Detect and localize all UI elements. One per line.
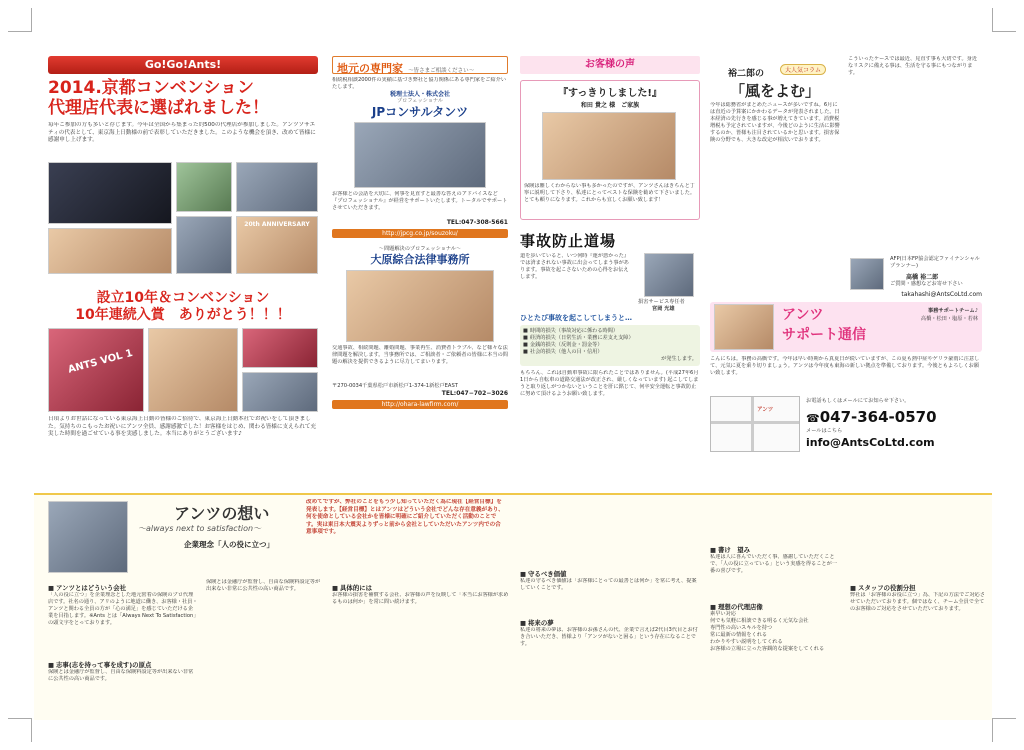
phone-icon: ☎ bbox=[806, 412, 820, 425]
column-body-2: こういったケースでは最近、見直す事も大切です。身近なリスクに備える事は、生活を守る事にもつながります。 bbox=[848, 56, 978, 76]
anniversary-label: 20th ANNIVERSARY bbox=[244, 221, 310, 228]
column-title-small: 裕二郎の bbox=[728, 69, 765, 79]
contact-email[interactable]: info@AntsCoLtd.com bbox=[806, 436, 935, 449]
firm1-url[interactable]: http://jpcg.co.jp/souzoku/ bbox=[332, 229, 508, 238]
author-photo bbox=[850, 258, 884, 290]
photo-miyaoka bbox=[644, 253, 694, 297]
author-name: 高橋 裕二郎 bbox=[906, 274, 939, 281]
contact-tel-number: 047-364-0570 bbox=[819, 408, 937, 426]
dojo-item: ■ 金銭的損失（反則金・罰金等） bbox=[523, 342, 697, 349]
s7-item: お客様の立場に立った客観的な提案をしてくれる bbox=[710, 646, 825, 652]
support-team: 事務サポートチーム♪ bbox=[928, 308, 978, 314]
afp-title: AFP(日本FP協会認定ファイナンシャルプランナー) bbox=[890, 256, 980, 269]
voice-name: 和田 貴之 様 ご家族 bbox=[580, 102, 640, 109]
crop-mark-br bbox=[992, 718, 1016, 742]
photo-support-team bbox=[714, 304, 774, 350]
firm2-tag: 〜問題解決のプロフェッショナル〜 bbox=[378, 246, 462, 252]
s5-title: ■ 将来の夢 bbox=[520, 618, 700, 627]
s1-title: ■ アンツとはどういう会社 bbox=[48, 583, 198, 592]
experts-subtitle: 〜皆さまご相談ください〜 bbox=[408, 68, 475, 74]
voice-header: お客様の声 bbox=[520, 56, 700, 74]
photo-wada-family bbox=[542, 112, 676, 180]
bottom-col-6 bbox=[850, 579, 986, 692]
bottom-col-4 bbox=[520, 565, 700, 677]
mail-label: メールはこちら bbox=[806, 428, 843, 434]
kyoto-body: 毎年ご参加の方も多いと存じます。今年は全国から集まった約500の代理店が参加しました。アンツソサエティの代表として、東京海上日動様の前で表彰していただきました。このような機会を頂き、改めて皆様に感謝申し上げます。 bbox=[48, 122, 316, 144]
column-tag: 大人気コラム bbox=[780, 64, 826, 75]
column-experts bbox=[332, 40, 508, 490]
dojo-item: ■ 時間的損失（事故対応に係わる時間） bbox=[523, 328, 697, 335]
experts-header bbox=[332, 56, 508, 74]
bottom-col-2 bbox=[206, 579, 324, 699]
contact-area bbox=[710, 396, 982, 458]
s7-item: わかりやすい説明をしてくれる bbox=[710, 639, 783, 645]
anniversary-body: 日頃よりお世話になっている東京海上日動の皆様のご招待で、東京海上日動本社でお祝いをして頂きました。気持ちのこもったお祝いにアンツ全員、感謝感激でした！お客様をはじめ、関わる皆様に支えられて充実した時間を過ごせている事を実感しました。本当にありがとうございます♪ bbox=[48, 416, 317, 438]
support-title-1: アンツ bbox=[782, 307, 824, 323]
s2-body-cont: 保険とは金融庁が監督し、自由な保険料設定等が出来ない非常に公共性の高い商品です。 bbox=[206, 579, 321, 592]
author-note: ご質問・感想などお寄せ下さい bbox=[890, 281, 963, 287]
dojo-person-name: 宮岡 光雄 bbox=[652, 306, 675, 312]
author-email[interactable]: takahashi@AntsCoLtd.com bbox=[901, 291, 982, 298]
philosophy-motto: 企業理念「人の役に立つ」 bbox=[184, 540, 274, 549]
firm2-body: 交通事故、相続問題、離婚問題、事業再生、消費者トラブル、など様々な法律問題を解決します。当事務所では、ご相談者・ご依頼者の皆様に本当の問題の解決を提供できるように尽力してまいります。 bbox=[332, 345, 508, 365]
s1-body: 「人の役に立つ」を企業理念とした地元密着の保険のプロ代理店です。社名の通り、アリのように地道に働き、お客様・社員・アンツと関わる全員の方が「心の満足」を感じていただける企業を目指します。※Ants とは「Always Next To Satisfaction」の頭文字をとっております。 bbox=[48, 592, 198, 626]
photo-stage bbox=[48, 162, 172, 224]
map-label: アンツ bbox=[757, 407, 774, 413]
voice-title: 『すっきりしました!』 bbox=[558, 88, 662, 99]
photo-hall bbox=[176, 216, 232, 274]
photo-ohara-law bbox=[346, 270, 494, 342]
gogoants-banner: Go!Go!Ants! bbox=[48, 56, 318, 74]
crop-mark-bl bbox=[8, 718, 32, 742]
s7-item: 何でも気軽に相談できる明るく元気な会社 bbox=[710, 618, 809, 624]
column-body: 今年は総務省がまとめたニュースが多いですね。6月には直近の予算案にかかわるデータが発表されました。日本経済の先行きを感じる事が増えてきています。消費税増税も予定されていますが、今後どのように生活に影響するのか、皆様も注目されているかと思います。損害保険の分野でも、大きな改定が相次いでおります。 bbox=[710, 102, 840, 143]
contact-tel[interactable] bbox=[806, 408, 937, 426]
photo-gift bbox=[242, 328, 318, 368]
dojo-person-role: 損害サービス専任者 bbox=[638, 299, 685, 305]
map-road-h bbox=[711, 421, 799, 424]
s3-body: お客様の損害を補償する会社、お客様の声を反映して「本当にお客様が求めるものは何か」を常に問い続けます。 bbox=[332, 592, 509, 605]
experts-intro: 相続税相談2000件の実績に基づき弊社と協力関係にある専門家をご紹介いたします。 bbox=[332, 77, 507, 90]
bottom-col-5 bbox=[710, 541, 842, 653]
firm2-url[interactable]: http://ohara-lawfirm.com/ bbox=[332, 400, 508, 409]
experts-title: 地元の専門家 bbox=[337, 62, 403, 75]
firm1-tag: プロフェッショナル bbox=[396, 98, 444, 104]
photo-ceo bbox=[48, 501, 128, 573]
ants-vol-label: ANTS VOL 1 bbox=[66, 347, 134, 376]
firm2-address: 〒270-0034千葉県松戸市新松戸1-374-1新松戸EAST bbox=[332, 383, 458, 389]
column-events bbox=[48, 40, 318, 490]
firm1-tel[interactable]: TEL:047-308-5661 bbox=[446, 219, 508, 226]
photo-party bbox=[148, 328, 238, 412]
dojo-list-suffix: が発生します。 bbox=[661, 356, 697, 362]
voice-box bbox=[520, 80, 700, 220]
s3-title: ■ 具体的には bbox=[332, 583, 512, 592]
photo-ants-book bbox=[48, 328, 144, 412]
crop-mark-tr bbox=[992, 8, 1016, 32]
s4-body: 私達の守るべき価値は「お客様にとっての最善とは何か」を常に考え、提案していくことです。 bbox=[520, 578, 697, 591]
s7-item: 常に最新の情報をくれる bbox=[710, 632, 768, 638]
kyoto-photos bbox=[48, 162, 318, 274]
support-members: 高橋・松田・塩原・若林 bbox=[920, 316, 978, 322]
newsletter-page bbox=[34, 40, 992, 720]
s2-title: ■ 志事(志を持って事を成す)の原点 bbox=[48, 660, 198, 669]
dojo-title: 事故防止道場 bbox=[520, 232, 617, 250]
dojo-intro: 道を歩いていると、いつ何時『運が悪かった』では済まされない事故に出会ってしまう事があります。事故を起こさないための心得をお伝えします。 bbox=[520, 253, 629, 280]
headline-kyoto-1: 2014.京都コンベンション bbox=[48, 78, 255, 98]
firm2-tel[interactable]: TEL:047−702−3026 bbox=[441, 390, 508, 397]
firm1-type: 税理士法人・株式会社 bbox=[389, 91, 450, 98]
dojo-body: もちろん、これは自動車事故に限られたことではありません。(平成27年6月1日から自転車の道路交通法が改正され、厳しくなっています) 起こしてしまうと取り返しがつかないということを肝に銘じて、何卒安全運転と事故防止に努めて頂けるようお願い致します。 bbox=[520, 370, 699, 397]
photo-toast bbox=[242, 372, 318, 412]
s6-title: ■ 書け 望み bbox=[710, 545, 842, 554]
headline-kyoto-2: 代理店代表に選ばれました！ bbox=[48, 98, 269, 118]
bottom-col-3 bbox=[332, 579, 512, 652]
philosophy-subtitle: 〜always next to satisfaction〜 bbox=[138, 524, 262, 533]
s4-title: ■ 守るべき価値 bbox=[520, 569, 700, 578]
photo-jp-consultants bbox=[354, 122, 486, 188]
s7-item: 専門性の高いスキルを持つ bbox=[710, 625, 773, 631]
column-wind bbox=[710, 40, 982, 490]
column-area bbox=[710, 40, 982, 290]
s5-body: 私達の将来の夢は、お客様のお孫さんの代、企業で言えば2代目3代目とお付き合いいただき、皆様より「アンツがないと困る」という存在になることです。 bbox=[520, 627, 698, 647]
philosophy-title: アンツの想い bbox=[174, 504, 270, 523]
s6-body: 私達は人に喜んでいただく事、感謝していただくことで、「人の役に立っている」という実感を得ることが一番の喜びです。 bbox=[710, 554, 837, 574]
photo-anniversary bbox=[236, 216, 318, 274]
philosophy-lead: 改めてですが、弊社のことをもう少し知っていただく為に現在【経営目標】を発表します。【経営目標】とはアンツはどういう会社でどんな存在意義があり、何を使命としている会社かを皆様に明確にご紹介していただく活動のことです。実は東日本大震災よりずっと前から会社としていただいたアンツ内での合意事項です。 bbox=[306, 499, 504, 536]
bottom-col-1 bbox=[48, 579, 198, 709]
contact-note: お電話もしくはメールにてお知らせ下さい。 bbox=[806, 398, 910, 404]
dojo-item: ■ 社会的損失（他人の目・信用） bbox=[523, 349, 697, 356]
s2-body: 保険とは金融庁が監督し、自由な保険料設定等が出来ない非常に公共性の高い商品です。 bbox=[48, 669, 194, 682]
headline-10th-2: 10年連続入賞 ありがとう！！！ bbox=[75, 307, 291, 323]
photo-group bbox=[176, 162, 232, 212]
photo-award bbox=[236, 162, 318, 212]
philosophy-section bbox=[34, 493, 992, 720]
map-road-v bbox=[751, 397, 754, 451]
column-name: 「風をよむ」 bbox=[730, 82, 821, 100]
headline-10th-1: 設立10年＆コンベンション bbox=[96, 290, 270, 306]
support-body: こんにちは。事務の高橋です。今年は早い時期から真夏日が続いていますが、この夏も熱中症やゲリラ豪雨に注意して、元気に夏を乗り切りましょう。アンツは今年度も東海の新しい拠点を準備しております。今後ともよろしくお願い致します。 bbox=[710, 356, 980, 376]
column-voice bbox=[520, 40, 700, 490]
s8-body: 弊社は「お客様のお役に立つ」為、下記の方法でご対応させていただいております。個ではなく、チーム全員で全てのお客様のご対応をさせていただいております。 bbox=[850, 592, 985, 612]
photo-team bbox=[48, 228, 172, 274]
dojo-intro-row bbox=[520, 253, 700, 313]
crop-mark-tl bbox=[8, 8, 32, 32]
s7-title: ■ 理想の代理店像 bbox=[710, 602, 842, 611]
firm1-body: お客様との会話を大切に、何事を見直すと最善な答えのアドバイスなど『プロフェッショナル』が経営をサポートいたします。トータルでサポートさせていただきます。 bbox=[332, 191, 508, 211]
map bbox=[710, 396, 800, 452]
dojo-list bbox=[520, 325, 700, 366]
dojo-item: ■ 経済的損失（日常生活・業務に差支え支障） bbox=[523, 335, 697, 342]
support-title-2: サポート通信 bbox=[782, 327, 866, 343]
anniversary-photos bbox=[48, 328, 318, 412]
dojo-box-title: ひとたび事故を起こしてしまうと… bbox=[520, 314, 632, 322]
firm1-name: JPコンサルタンツ bbox=[371, 105, 469, 119]
support-banner bbox=[710, 302, 982, 352]
firm2-name: 大原綜合法律事務所 bbox=[370, 253, 470, 266]
voice-body: 保険は難しくわからない事も多かったのですが、アンツさんはきちんと丁寧に説明して下さり、私達にとってベストな保険を勧めて下さいました。とても頼りになります。これからも宜しくお願い致します！ bbox=[524, 183, 696, 203]
s7-item: 素早い対応 bbox=[710, 611, 736, 617]
s8-title: ■ スタッフの役割分担 bbox=[850, 583, 986, 592]
